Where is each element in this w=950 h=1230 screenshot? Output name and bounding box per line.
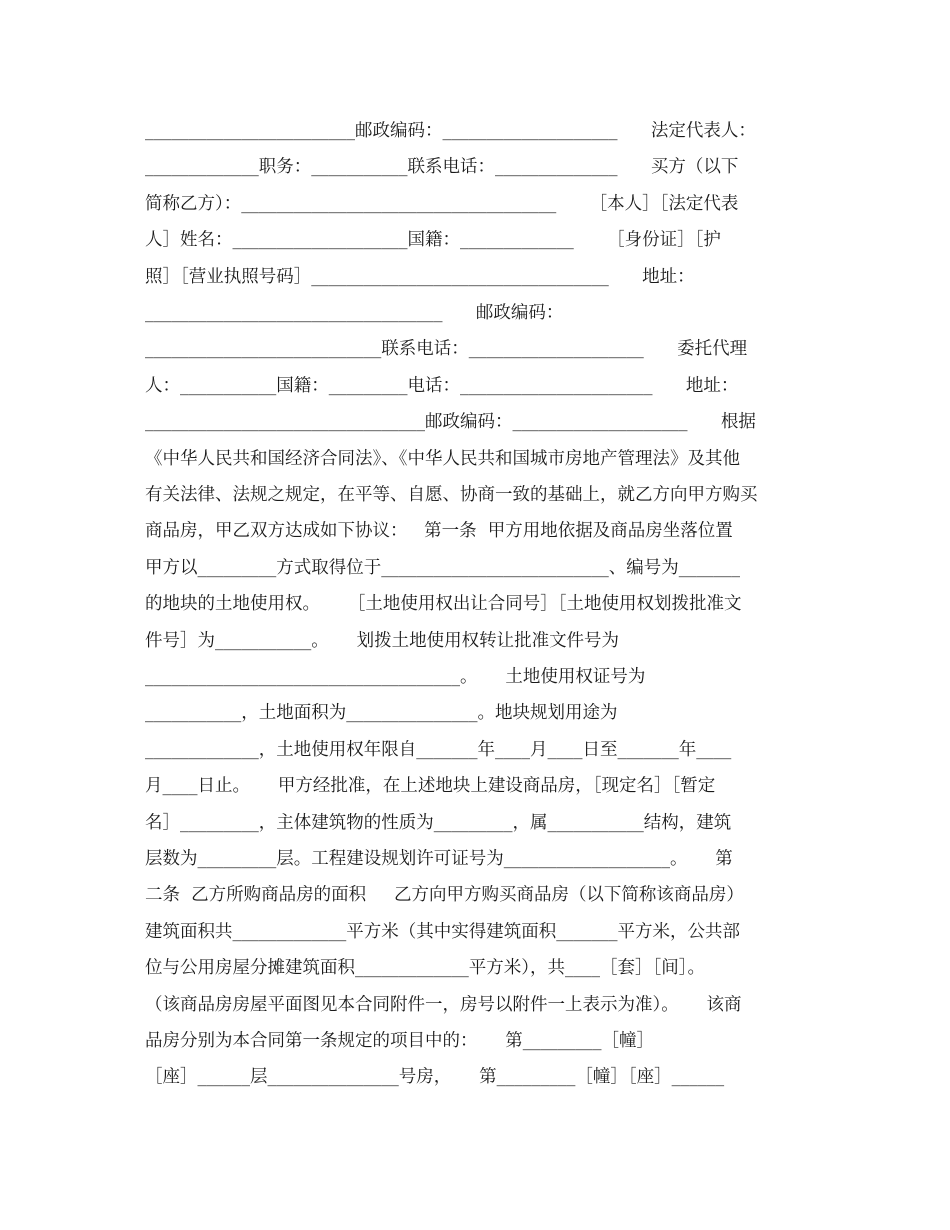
contract-text-line: ___________，土地面积为_______________。地块规划用途为 [145,703,618,724]
contract-text-line: 照］［营业执照号码］__________________________________ 地址： [145,266,695,287]
contract-text-line: 人］姓名：____________________国籍：_____________ ［身份证］［护 [145,230,721,251]
contract-text-line: ［座］______层_______________号房， 第_________［幢］［座］______ [145,1067,725,1088]
contract-text-line: 甲方以_________方式取得位于__________________________、编号为_______ [145,557,740,578]
contract-text-line: （该商品房房屋平面图见本合同附件一，房号以附件一上表示为准）。 该商 [145,994,742,1015]
contract-text-line: ___________________________联系电话：____________________ 委托代理 [145,339,748,360]
contract-text-line: 人：___________国籍：_________电话：______________________ 地址： [145,375,739,396]
contract-text-line: 件号］为___________。 划拨土地使用权转让批准文件号为 [145,630,620,651]
contract-text-line: 品房分别为本合同第一条规定的项目中的： 第_________［幢］ [145,1031,655,1051]
contract-text-line: 层数为_________层。工程建设规划许可证号为___________________。 第 [145,849,733,869]
contract-text-line: 商品房，甲乙双方达成如下协议： 第一条 甲方用地依据及商品房坐落位置 [145,521,733,542]
contract-text-line: 有关法律、法规之规定，在平等、自愿、协商一致的基础上，就乙方向甲方购买 [145,485,758,505]
contract-text-line: 名］_________，主体建筑物的性质为_________，属___________结构，建筑 [145,812,732,833]
contract-text-line: 的地块的土地使用权。 ［土地使用权出让合同号］［土地使用权划拨批准文 [145,594,742,615]
contract-text-line: 建筑面积共_____________平方米（其中实得建筑面积_______平方米，公共部 [145,921,740,942]
contract-text-line: ________________________________邮政编码：____________________ 根据 [145,412,756,433]
contract-text-line: 简称乙方）：____________________________________ ［本人］［法定代表 [145,193,739,214]
contract-text-line: 月____日止。 甲方经批准，在上述地块上建设商品房，［现定名］［暂定 [145,776,716,797]
contract-text-line: 二条 乙方所购商品房的面积 乙方向甲方购买商品房（以下简称该商品房） [145,885,744,906]
contract-text-line: ________________________邮政编码：____________________ 法定代表人： [145,121,756,141]
contract-text-line: 《中华人民共和国经济合同法》、《中华人民共和国城市房地产管理法》及其他 [145,448,740,469]
contract-text-line: 位与公用房屋分摊建筑面积_____________平方米），共____［套］［间］。 [145,958,705,979]
contract-text-line: _____________职务：___________联系电话：______________ 买方（以下 [145,157,739,178]
contract-text-line: _____________，土地使用权年限自_______年____月____日至_______年____ [145,739,732,760]
contract-text-line: ____________________________________。 土地使用权证号为 [145,667,646,687]
contract-text-line: __________________________________ 邮政编码： [145,303,564,323]
